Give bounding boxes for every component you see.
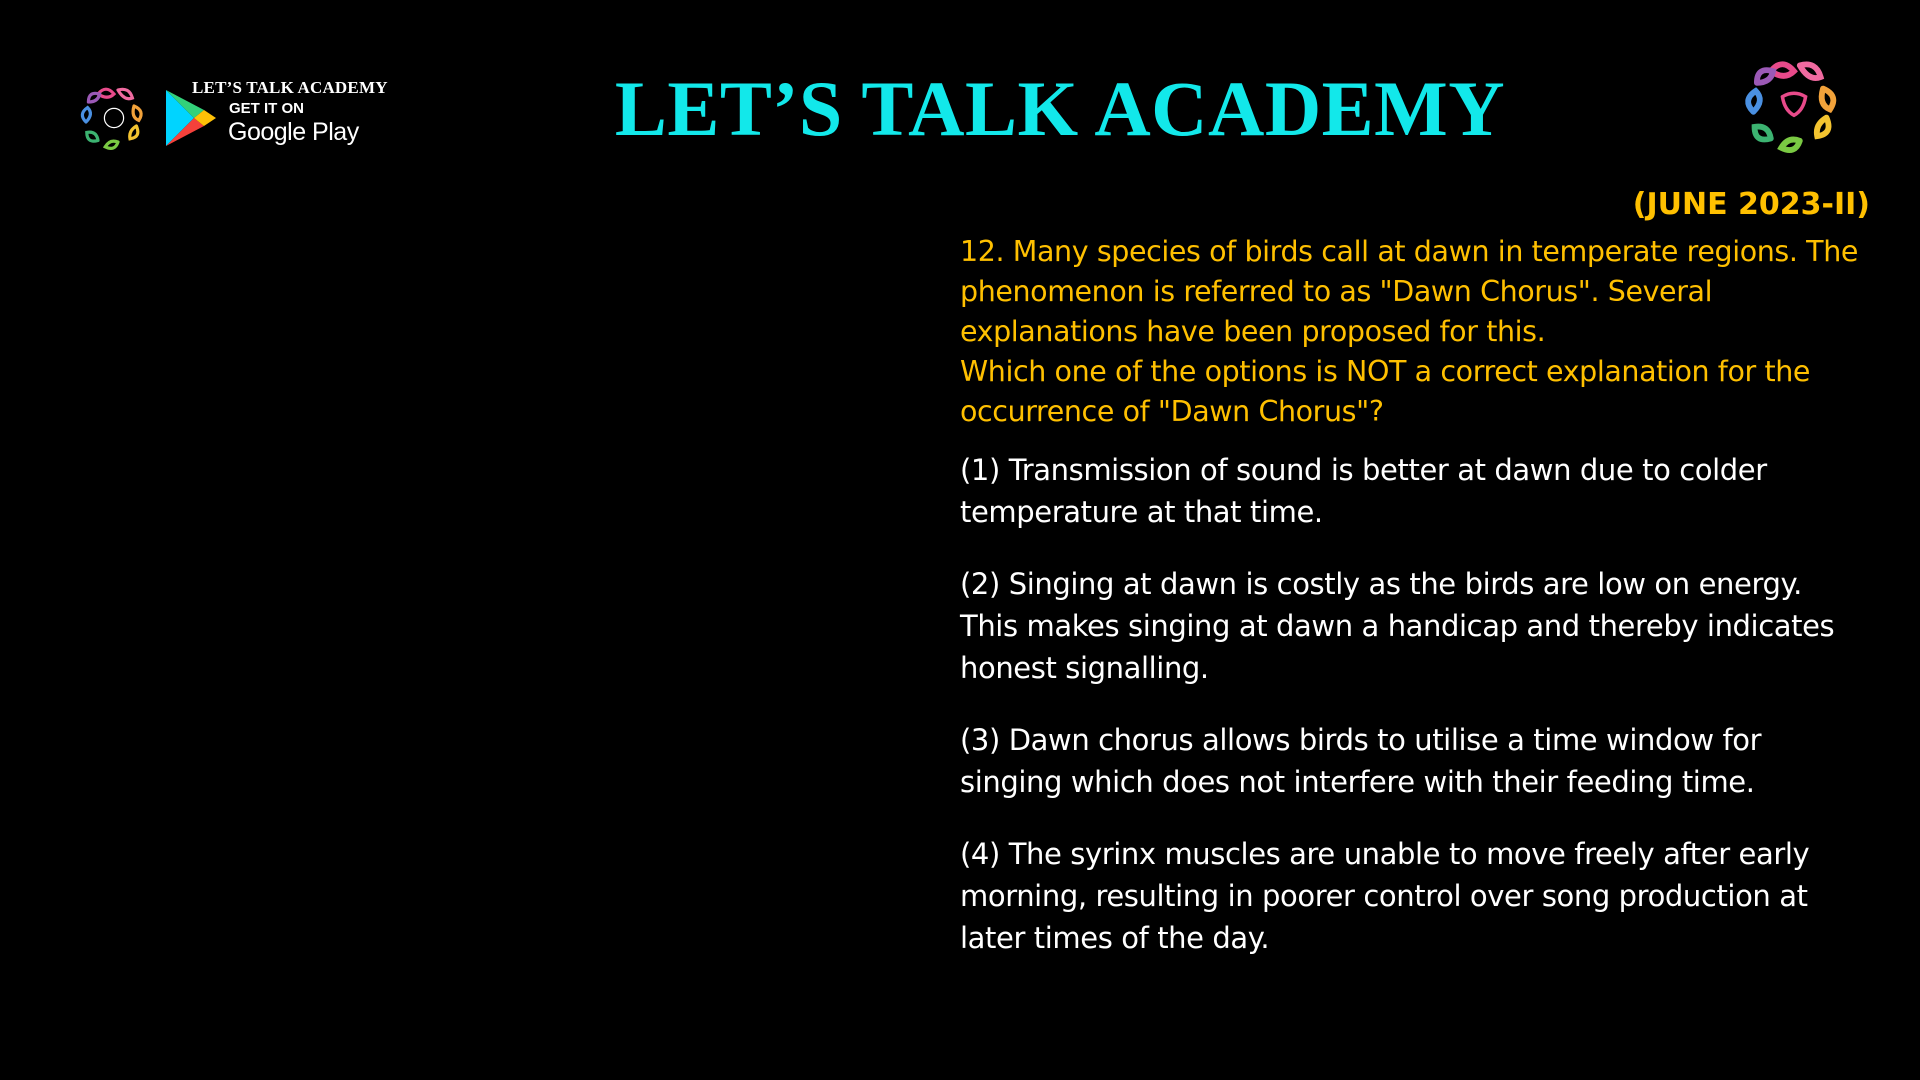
google-play-badge[interactable]	[74, 74, 414, 158]
page-title: LET’S TALK ACADEMY	[614, 65, 1506, 152]
academy-logo-icon	[1736, 48, 1852, 164]
question-stem: 12. Many species of birds call at dawn in temperate regions. The phenomenon is referred to as "Dawn Chorus". Several explanations have been proposed for this.	[960, 235, 1858, 348]
question-prompt: Which one of the options is NOT a correct explanation for the occurrence of "Dawn Chorus"?	[960, 355, 1811, 428]
options-list	[960, 449, 1860, 989]
badge-academy-name: LET’S TALK ACADEMY	[192, 78, 388, 97]
option-3: (3) Dawn chorus allows birds to utilise a time window for singing which does not interfere with their feeding time.	[960, 723, 1762, 799]
question	[960, 232, 1860, 432]
exam-tag: (JUNE 2023-II)	[1632, 187, 1870, 222]
badge-get-it-on: GET IT ON	[229, 100, 304, 117]
academy-logo-icon	[74, 78, 154, 158]
badge-store-name: Google Play	[228, 118, 359, 146]
option-1: (1) Transmission of sound is better at dawn due to colder temperature at that time.	[960, 453, 1767, 529]
option-4: (4) The syrinx muscles are unable to move freely after early morning, resulting in poorer control over song production at later times of the day.	[960, 837, 1810, 955]
option-2: (2) Singing at dawn is costly as the birds are low on energy. This makes singing at dawn a handicap and thereby indicates honest signalling.	[960, 567, 1835, 685]
